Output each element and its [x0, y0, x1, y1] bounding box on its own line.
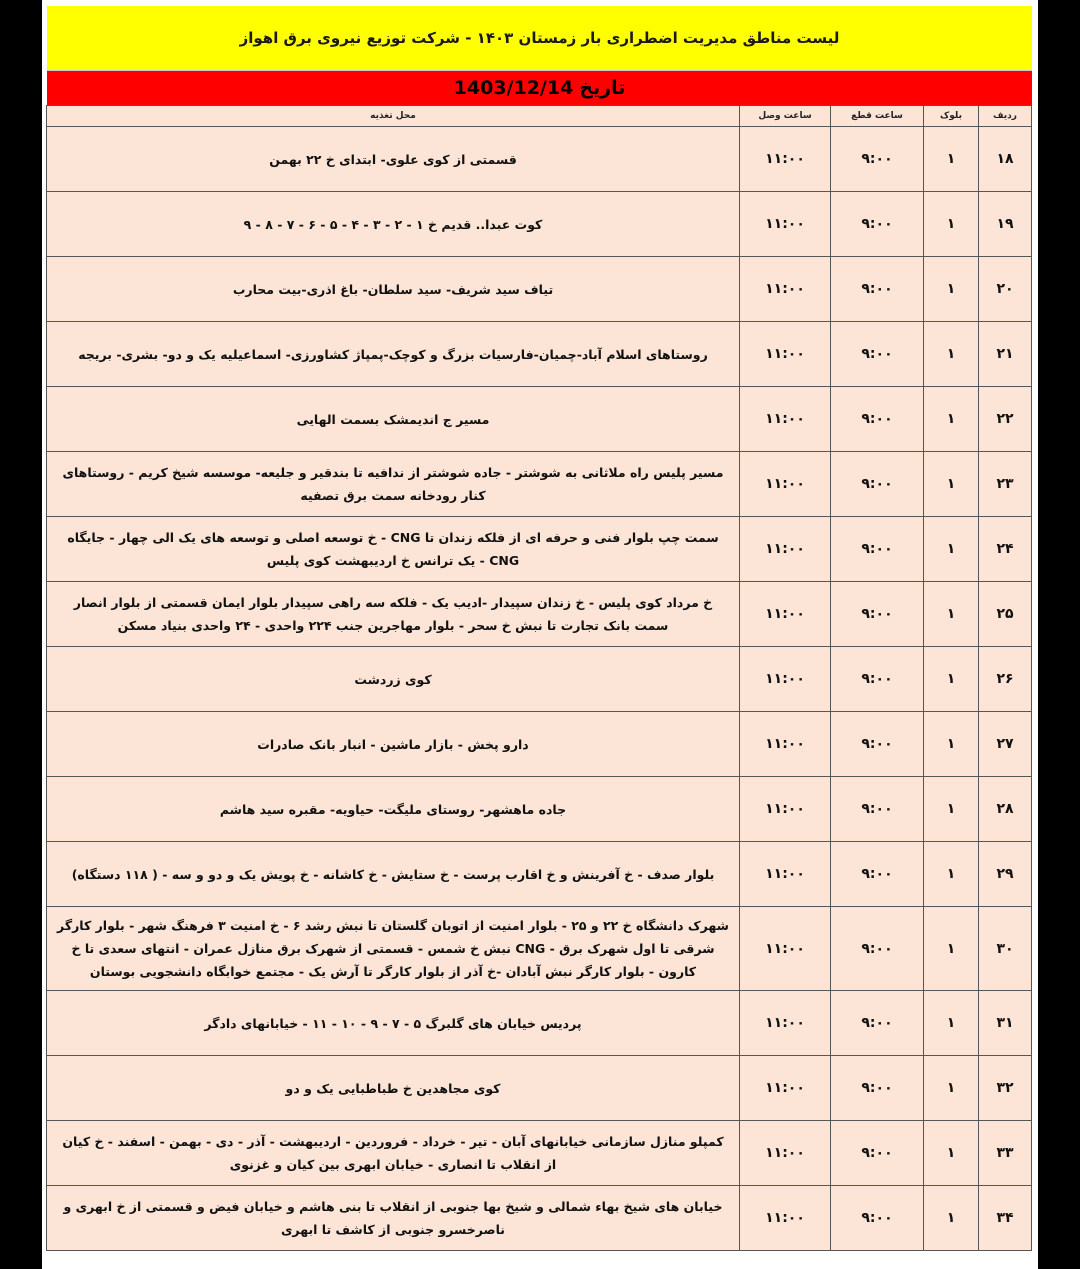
- header-cut-time: ساعت قطع: [831, 106, 924, 127]
- location: قسمتی از کوی علوی- ابتدای خ ۲۲ بهمن: [47, 127, 740, 192]
- table-row: [47, 712, 1032, 777]
- table-row: [47, 842, 1032, 907]
- row-number: ۳۰: [979, 907, 1032, 991]
- header-connect-time: ساعت وصل: [740, 106, 831, 127]
- block-number: ۱: [924, 1186, 979, 1251]
- row-number: ۳۳: [979, 1121, 1032, 1186]
- row-number: ۲۲: [979, 387, 1032, 452]
- cut-time: ۹:۰۰: [831, 1121, 924, 1186]
- block-number: ۱: [924, 777, 979, 842]
- block-number: ۱: [924, 257, 979, 322]
- connect-time: ۱۱:۰۰: [740, 712, 831, 777]
- block-number: ۱: [924, 192, 979, 257]
- block-number: ۱: [924, 907, 979, 991]
- cut-time: ۹:۰۰: [831, 192, 924, 257]
- connect-time: ۱۱:۰۰: [740, 517, 831, 582]
- row-number: ۲۶: [979, 647, 1032, 712]
- connect-time: ۱۱:۰۰: [740, 991, 831, 1056]
- row-number: ۳۴: [979, 1186, 1032, 1251]
- location: کوی زردشت: [47, 647, 740, 712]
- block-number: ۱: [924, 582, 979, 647]
- table-row: [47, 991, 1032, 1056]
- connect-time: ۱۱:۰۰: [740, 257, 831, 322]
- table-row: [47, 517, 1032, 582]
- location: مسیر ج اندیمشک بسمت الهایی: [47, 387, 740, 452]
- row-number: ۱۹: [979, 192, 1032, 257]
- cut-time: ۹:۰۰: [831, 322, 924, 387]
- location: کوی مجاهدین خ طباطبایی یک و دو: [47, 1056, 740, 1121]
- row-number: ۳۱: [979, 991, 1032, 1056]
- cut-time: ۹:۰۰: [831, 1186, 924, 1251]
- schedule-sheet: [47, 6, 1032, 1251]
- cut-time: ۹:۰۰: [831, 991, 924, 1056]
- table-header-row: [47, 106, 1032, 127]
- row-number: ۲۴: [979, 517, 1032, 582]
- connect-time: ۱۱:۰۰: [740, 387, 831, 452]
- table-row: [47, 907, 1032, 991]
- connect-time: ۱۱:۰۰: [740, 127, 831, 192]
- connect-time: ۱۱:۰۰: [740, 582, 831, 647]
- cut-time: ۹:۰۰: [831, 1056, 924, 1121]
- date-value: 1403/12/14: [453, 77, 574, 99]
- row-number: ۲۰: [979, 257, 1032, 322]
- location: سمت چپ بلوار فنی و حرفه ای از فلکه زندان تا CNG - خ توسعه اصلی و توسعه های یک الی چهار - جایگاه CNG - یک ترانس خ اردیبهشت کوی پلیس: [47, 517, 740, 582]
- connect-time: ۱۱:۰۰: [740, 1056, 831, 1121]
- document-page: [42, 0, 1038, 1269]
- block-number: ۱: [924, 991, 979, 1056]
- sheet-title: لیست مناطق مدیریت اضطراری بار زمستان ۱۴۰۳ - شرکت توزیع نیروی برق اهواز: [47, 6, 1032, 71]
- connect-time: ۱۱:۰۰: [740, 1186, 831, 1251]
- cut-time: ۹:۰۰: [831, 452, 924, 517]
- cut-time: ۹:۰۰: [831, 582, 924, 647]
- date-label: تاریخ: [579, 77, 626, 99]
- table-row: [47, 1056, 1032, 1121]
- connect-time: ۱۱:۰۰: [740, 322, 831, 387]
- location: تیاف سید شریف- سید سلطان- باغ اذری-بیت محارب: [47, 257, 740, 322]
- location: خیابان های شیخ بهاء شمالی و شیخ بها جنوبی از انقلاب تا بنی هاشم و خیابان فیض و قسمتی از خ ابهری و ناصرخسرو جنوبی از کاشف تا ابهری: [47, 1186, 740, 1251]
- row-number: ۱۸: [979, 127, 1032, 192]
- location: بلوار صدف - خ آفرینش و خ اقارب پرست - خ ستایش - خ کاشانه - خ پویش یک و دو و سه - ( ۱۱۸ دستگاه): [47, 842, 740, 907]
- cut-time: ۹:۰۰: [831, 257, 924, 322]
- block-number: ۱: [924, 452, 979, 517]
- block-number: ۱: [924, 712, 979, 777]
- table-row: [47, 127, 1032, 192]
- row-number: ۲۳: [979, 452, 1032, 517]
- row-number: ۲۸: [979, 777, 1032, 842]
- cut-time: ۹:۰۰: [831, 777, 924, 842]
- table-row: [47, 777, 1032, 842]
- header-row-number: ردیف: [979, 106, 1032, 127]
- cut-time: ۹:۰۰: [831, 712, 924, 777]
- table-row: [47, 387, 1032, 452]
- date-banner: [47, 71, 1032, 105]
- cut-time: ۹:۰۰: [831, 842, 924, 907]
- location: شهرک دانشگاه خ ۲۲ و ۲۵ - بلوار امنیت از اتوبان گلستان تا نبش رشد ۶ - خ امنیت ۳ فرهنگ شهر - بلوار کارگر شرقی تا اول شهرک برق - CNG نبش خ شمس - قسمتی از شهرک برق منازل عمران - انتهای سعدی تا خ کارون - بلوار کارگر نبش آبادان -خ آذر از بلوار کارگر تا آرش یک - مجتمع خوابگاه دانشجویی بوستان: [47, 907, 740, 991]
- block-number: ۱: [924, 1056, 979, 1121]
- location: دارو پخش - بازار ماشین - انبار بانک صادرات: [47, 712, 740, 777]
- row-number: ۲۵: [979, 582, 1032, 647]
- table-row: [47, 452, 1032, 517]
- block-number: ۱: [924, 842, 979, 907]
- cut-time: ۹:۰۰: [831, 647, 924, 712]
- table-row: [47, 257, 1032, 322]
- cut-time: ۹:۰۰: [831, 907, 924, 991]
- location: مسیر پلیس راه ملاثانی به شوشتر - جاده شوشتر از ندافیه تا بندقیر و جلیعه- موسسه شیخ کریم - روستاهای کنار رودخانه سمت برق تصفیه: [47, 452, 740, 517]
- block-number: ۱: [924, 387, 979, 452]
- cut-time: ۹:۰۰: [831, 387, 924, 452]
- row-number: ۲۷: [979, 712, 1032, 777]
- location: کوت عبدا.. قدیم خ ۱ - ۲ - ۳ - ۴ - ۵ - ۶ - ۷ - ۸ - ۹: [47, 192, 740, 257]
- block-number: ۱: [924, 322, 979, 387]
- connect-time: ۱۱:۰۰: [740, 452, 831, 517]
- table-row: [47, 1186, 1032, 1251]
- header-block: بلوک: [924, 106, 979, 127]
- block-number: ۱: [924, 127, 979, 192]
- outage-table: [46, 105, 1032, 1251]
- row-number: ۳۲: [979, 1056, 1032, 1121]
- connect-time: ۱۱:۰۰: [740, 907, 831, 991]
- connect-time: ۱۱:۰۰: [740, 777, 831, 842]
- location: پردیس خیابان های گلبرگ ۵ - ۷ - ۹ - ۱۰ - ۱۱ - خیابانهای دادگر: [47, 991, 740, 1056]
- cut-time: ۹:۰۰: [831, 127, 924, 192]
- table-row: [47, 192, 1032, 257]
- table-row: [47, 1121, 1032, 1186]
- header-location: محل تغذیه: [47, 106, 740, 127]
- block-number: ۱: [924, 1121, 979, 1186]
- row-number: ۲۹: [979, 842, 1032, 907]
- connect-time: ۱۱:۰۰: [740, 842, 831, 907]
- block-number: ۱: [924, 517, 979, 582]
- connect-time: ۱۱:۰۰: [740, 1121, 831, 1186]
- connect-time: ۱۱:۰۰: [740, 192, 831, 257]
- table-row: [47, 647, 1032, 712]
- location: روستاهای اسلام آباد-چمیان-فارسیات بزرگ و کوچک-پمپاژ کشاورزی- اسماعیلیه یک و دو- بشری- بریجه: [47, 322, 740, 387]
- cut-time: ۹:۰۰: [831, 517, 924, 582]
- table-row: [47, 322, 1032, 387]
- table-row: [47, 582, 1032, 647]
- connect-time: ۱۱:۰۰: [740, 647, 831, 712]
- location: جاده ماهشهر- روستای ملیگت- حیاویه- مقبره سید هاشم: [47, 777, 740, 842]
- location: کمپلو منازل سازمانی خیابانهای آبان - تیر - خرداد - فروردین - اردیبهشت - آذر - دی - بهمن - اسفند - خ کیان از انقلاب تا انصاری - خیابان ابهری بین کیان و غزنوی: [47, 1121, 740, 1186]
- location: خ مرداد کوی پلیس - خ زندان سپیدار -ادیب یک - فلکه سه راهی سپیدار بلوار ایمان قسمتی از بلوار انصار سمت بانک تجارت تا نبش خ سحر - بلوار مهاجرین جنب ۲۲۴ واحدی - ۲۴ واحدی بنیاد مسکن: [47, 582, 740, 647]
- block-number: ۱: [924, 647, 979, 712]
- row-number: ۲۱: [979, 322, 1032, 387]
